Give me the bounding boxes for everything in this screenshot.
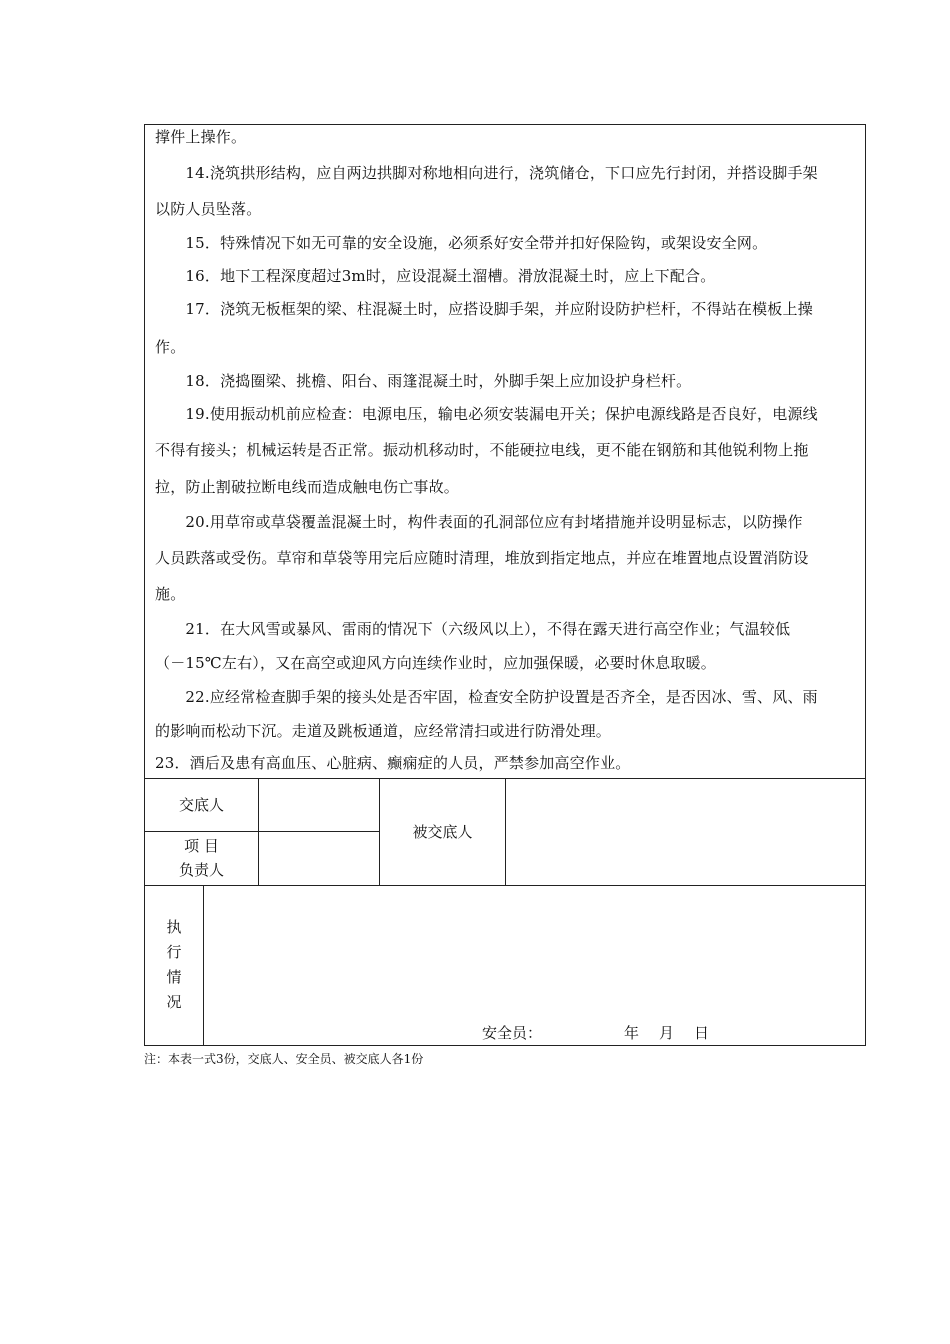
rule-line: 15．特殊情况下如无可靠的安全设施，必须系好安全带并扣好保险钩，或架设安全网。 — [155, 234, 768, 252]
safety-officer-label: 安全员： — [482, 1024, 543, 1042]
rule-line: 21．在大风雪或暴风、雷雨的情况下（六级风以上），不得在露天进行高空作业；气温较低 — [155, 620, 791, 638]
rule-line: 22.应经常检查脚手架的接头处是否牢固，检查安全防护设置是否齐全，是否因冰、雪、风、雨 — [155, 688, 818, 706]
disclosure-person-label: 交底人 — [178, 795, 224, 814]
safety-rules-text — [145, 125, 865, 778]
disclosure-form — [144, 124, 866, 1046]
rule-line: 撑件上操作。 — [155, 128, 247, 146]
execution-label: 执 行 情 况 — [166, 918, 182, 1011]
rule-line: 19.使用振动机前应检查：电源电压，输电必须安装漏电开关；保护电源线路是否良好，电源线 — [155, 405, 818, 423]
day-label: 日 — [694, 1024, 710, 1042]
rule-line: 以防人员坠落。 — [155, 200, 262, 218]
rule-line: （－15℃左右），又在高空或迎风方向连续作业时，应加强保暖，必要时休息取暖。 — [155, 654, 716, 672]
footnote: 注：本表一式3份，交底人、安全员、被交底人各1份 — [144, 1052, 424, 1066]
safety-officer-sign-line — [482, 1023, 709, 1043]
rule-line: 拉，防止割破拉断电线而造成触电伤亡事故。 — [155, 478, 460, 496]
year-label: 年 — [624, 1024, 640, 1042]
rule-line: 18．浇捣圈梁、挑檐、阳台、雨篷混凝土时，外脚手架上应加设护身栏杆。 — [155, 372, 692, 390]
recipient-label: 被交底人 — [412, 822, 473, 841]
execution-content[interactable] — [204, 886, 865, 1021]
rule-line: 20.用草帘或草袋覆盖混凝土时，构件表面的孔洞部位应有封堵措施并设明显标志，以防操作 — [155, 513, 803, 531]
rule-line: 不得有接头；机械运转是否正常。振动机移动时，不能硬拉电线，更不能在钢筋和其他锐利物上拖 — [155, 441, 809, 459]
project-manager-value[interactable] — [259, 831, 379, 885]
recipient-value[interactable] — [506, 778, 865, 885]
rule-line: 人员跌落或受伤。草帘和草袋等用完后应随时清理，堆放到指定地点，并应在堆置地点设置消防设 — [155, 549, 809, 567]
project-manager-label: 项 目 负责人 — [178, 837, 224, 879]
rule-line: 作。 — [155, 338, 186, 356]
disclosure-person-value[interactable] — [259, 778, 379, 831]
rule-line: 23．酒后及患有高血压、心脏病、癫痫症的人员，严禁参加高空作业。 — [155, 754, 631, 772]
month-label: 月 — [659, 1024, 675, 1042]
rule-line: 17．浇筑无板框架的梁、柱混凝土时，应搭设脚手架，并应附设防护栏杆，不得站在模板上操 — [155, 300, 813, 318]
rule-line: 14.浇筑拱形结构，应自两边拱脚对称地相向进行，浇筑储仓，下口应先行封闭，并搭设脚手架 — [155, 164, 818, 182]
rule-line: 施。 — [155, 585, 186, 603]
rule-line: 的影响而松动下沉。走道及跳板通道，应经常清扫或进行防滑处理。 — [155, 722, 612, 740]
rule-line: 16．地下工程深度超过3m时，应设混凝土溜槽。滑放混凝土时，应上下配合。 — [155, 267, 716, 285]
